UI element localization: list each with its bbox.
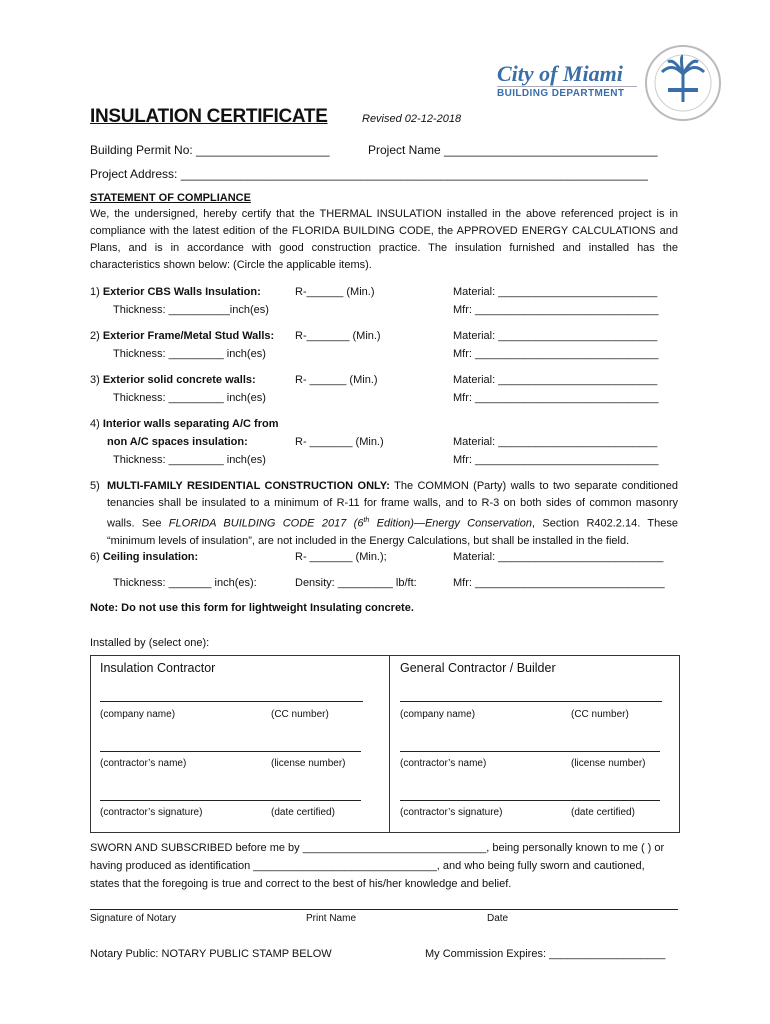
item-5-text-1: The COMMON (Party) walls to two separate conditioned tenancies shall be insulated to a minimum of R-11 for frame walls, and to R-3 on both sides of common masonry walls. See: [107, 480, 678, 530]
item-5-sup: th: [363, 517, 370, 524]
mfr-field[interactable]: Mfr: ______________________________: [453, 454, 659, 466]
signature-line: [100, 800, 361, 801]
material-field[interactable]: Material: ___________________________: [453, 551, 664, 563]
box-divider: [389, 656, 390, 832]
thickness-field[interactable]: Thickness: _________ inch(es): [113, 392, 266, 404]
item-number: 3): [90, 374, 100, 386]
project-address-field[interactable]: Project Address: ______________________________________________________________________: [90, 167, 648, 181]
item-number: 4): [90, 418, 100, 430]
contractor-name-label: (contractor’s name): [100, 758, 187, 769]
cc-number-label: (CC number): [271, 709, 329, 720]
density-field[interactable]: Density: _________ lb/ft:: [295, 577, 417, 589]
revised-date: Revised 02-12-2018: [362, 113, 462, 125]
item-label: Exterior Frame/Metal Stud Walls:: [102, 330, 275, 342]
item-label-line2: non A/C spaces insulation:: [107, 436, 248, 448]
company-name-label: (company name): [400, 709, 476, 720]
date-certified-label: (date certified): [271, 807, 335, 818]
city-logo-text: City of Miami: [497, 61, 623, 86]
sworn-line-3: states that the foregoing is true and correct to the best of his/her knowledge and belief.: [90, 878, 512, 890]
logo-rule: [497, 86, 637, 87]
insulation-contractor-title[interactable]: Insulation Contractor: [100, 661, 216, 675]
contractor-signature-label: (contractor’s signature): [100, 807, 203, 818]
item-5-text-2: , Section R402.2.14. These “minimum levels of insulation”, are not included in the Energy Calculations, but shall be installed in the field.: [107, 517, 678, 547]
thickness-field[interactable]: Thickness: _________ inch(es): [113, 348, 266, 360]
mfr-field[interactable]: Mfr: _______________________________: [453, 577, 665, 589]
r-value-field[interactable]: R-_______ (Min.): [295, 330, 381, 342]
item-5-italic-1: FLORIDA BUILDING CODE 2017 (6: [168, 517, 364, 530]
material-field[interactable]: Material: __________________________: [453, 436, 658, 448]
material-field[interactable]: Material: __________________________: [453, 330, 658, 342]
material-field[interactable]: Material: __________________________: [453, 374, 658, 386]
contractor-signature-label: (contractor’s signature): [400, 807, 503, 818]
document-title: INSULATION CERTIFICATE: [90, 106, 328, 127]
statement-heading: STATEMENT OF COMPLIANCE: [90, 192, 251, 204]
mfr-field[interactable]: Mfr: ______________________________: [453, 392, 659, 404]
material-field[interactable]: Material: __________________________: [453, 286, 658, 298]
department-name: BUILDING DEPARTMENT: [497, 88, 625, 99]
permit-field[interactable]: Building Permit No: ____________________: [90, 143, 330, 157]
item-5-number: 5): [90, 480, 100, 492]
date-certified-label: (date certified): [571, 807, 635, 818]
item-number: 2): [90, 330, 100, 342]
r-value-field[interactable]: R- ______ (Min.): [295, 374, 378, 386]
item-5-bold: MULTI-FAMILY RESIDENTIAL CONSTRUCTION ONLY:: [107, 480, 390, 492]
r-value-field[interactable]: R- _______ (Min.): [295, 436, 384, 448]
notary-signature-label: Signature of Notary: [90, 913, 177, 924]
signature-line: [400, 800, 660, 801]
general-contractor-title[interactable]: General Contractor / Builder: [400, 661, 556, 675]
item-label: Exterior CBS Walls Insulation:: [102, 286, 261, 298]
installed-by-label: Installed by (select one):: [90, 637, 210, 649]
thickness-field[interactable]: Thickness: _________ inch(es): [113, 454, 266, 466]
thickness-field[interactable]: Thickness: __________inch(es): [113, 304, 269, 316]
city-seal-icon: [644, 44, 722, 122]
signature-line: [100, 701, 363, 702]
date-label: Date: [487, 913, 509, 924]
notary-stamp-label: Notary Public: NOTARY PUBLIC STAMP BELOW: [90, 948, 332, 960]
company-name-label: (company name): [100, 709, 176, 720]
statement-body: We, the undersigned, hereby certify that the THERMAL INSULATION installed in the above referenced project is in compliance with the latest edition of the FLORIDA BUILDING CODE, the APPROVED ENERGY CALCULATIONS and Plans, and is in accordance with good construction practice. The insulation furnished and installed has the characteristics shown below: (Circle the applicable items).: [90, 208, 678, 271]
item-5-text: [107, 478, 678, 550]
note: Note: Do not use this form for lightweight Insulating concrete.: [90, 602, 414, 614]
cc-number-label: (CC number): [571, 709, 629, 720]
notary-signature-line: [90, 909, 678, 910]
mfr-field[interactable]: Mfr: ______________________________: [453, 348, 659, 360]
project-name-field[interactable]: Project Name ________________________________: [368, 143, 658, 157]
r-value-field[interactable]: R- _______ (Min.);: [295, 551, 387, 563]
item-5-italic-2: Edition)—Energy Conservation: [369, 517, 532, 530]
sworn-line-2: having produced as identification ______________________________, and who being fully sworn and cautioned,: [90, 860, 645, 872]
item-number: 6): [90, 551, 100, 563]
mfr-field[interactable]: Mfr: ______________________________: [453, 304, 659, 316]
signature-line: [400, 701, 662, 702]
commission-expires-field[interactable]: My Commission Expires: ___________________: [425, 948, 666, 960]
r-value-field[interactable]: R-______ (Min.): [295, 286, 375, 298]
sworn-line-1: SWORN AND SUBSCRIBED before me by ______________________________, being personally known to me ( ) or: [90, 842, 665, 854]
item-label: Exterior solid concrete walls:: [102, 374, 256, 386]
item-label: Interior walls separating A/C from: [102, 418, 279, 430]
signature-line: [400, 751, 660, 752]
contractor-name-label: (contractor’s name): [400, 758, 487, 769]
item-label: Ceiling insulation:: [102, 551, 199, 563]
license-number-label: (license number): [571, 758, 646, 769]
item-number: 1): [90, 286, 100, 298]
thickness-field[interactable]: Thickness: _______ inch(es):: [113, 577, 257, 589]
license-number-label: (license number): [271, 758, 346, 769]
print-name-label: Print Name: [306, 913, 357, 924]
signature-line: [100, 751, 361, 752]
